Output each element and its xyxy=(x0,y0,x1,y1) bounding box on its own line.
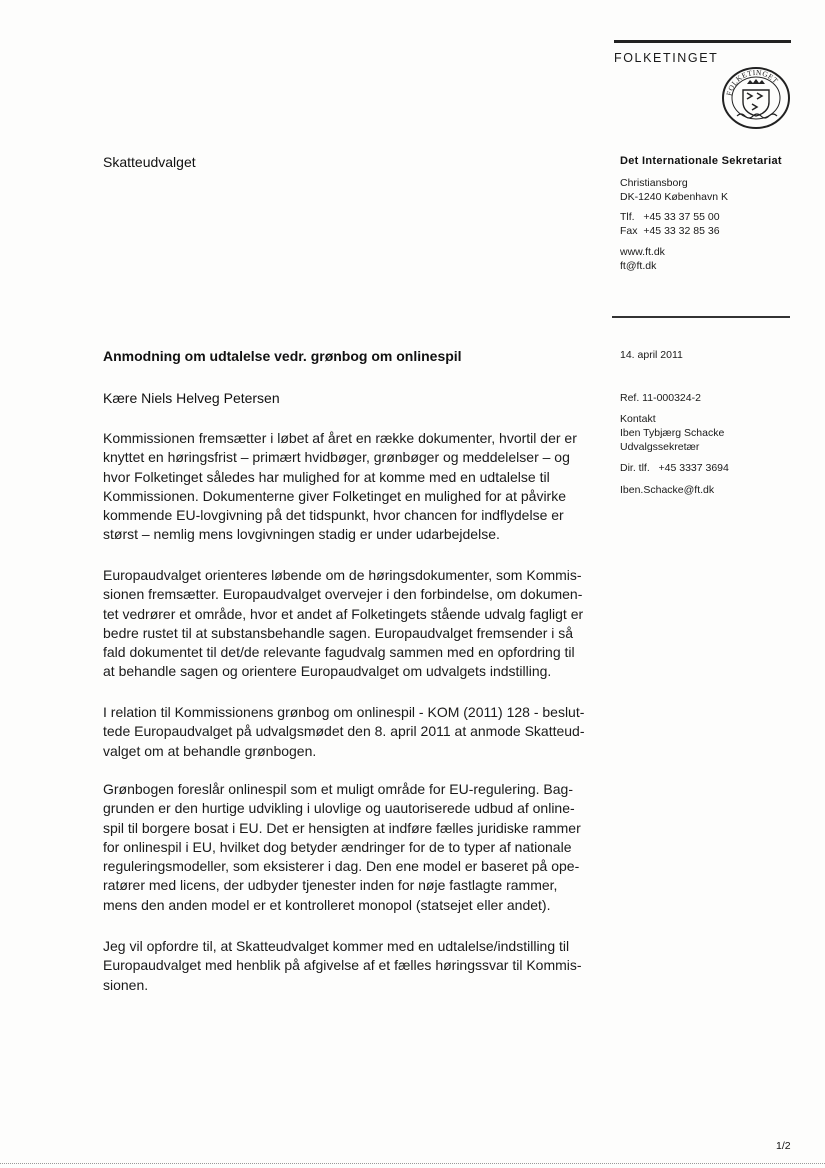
email-link[interactable]: ft@ft.dk xyxy=(620,260,657,272)
phone-block xyxy=(620,210,720,238)
text-line: Jeg vil opfordre til, at Skatteudvalget kommer med en udtalelse/indstilling til xyxy=(103,938,570,954)
svg-text:FOLKETINGET xyxy=(724,68,780,97)
text-line: I relation til Kommissionens grønbog om onlinespil - KOM (2011) 128 - beslut- xyxy=(103,704,585,720)
text-line: Grønbogen foreslår onlinespil som et muligt område for EU-regulering. Bag- xyxy=(103,781,573,797)
text-line: hvor Folketinget således har mulighed for at komme med en udtalelse til xyxy=(103,468,550,485)
text-line: valget om at behandle grønbogen. xyxy=(103,742,317,759)
text-line: mens den anden model er et kontrolleret monopol (statsejet eller andet). xyxy=(103,896,551,913)
text-line: ratører med licens, der udbyder tjenester inden for nøje fastlagte rammer, xyxy=(103,877,558,894)
text-line: sionen. xyxy=(103,976,149,993)
meta-rule xyxy=(612,316,790,318)
section-name: Det Internationale Sekretariat xyxy=(620,155,782,167)
fax-line: Fax +45 33 32 85 36 xyxy=(620,225,720,237)
letter-subject: Anmodning om udtalelse vedr. grønbog om onlinespil xyxy=(103,348,462,364)
body-paragraph-2 xyxy=(103,566,589,682)
text-line: tet vedrører et område, hvor et andet af Folketingets stående udvalg fagligt er xyxy=(103,605,584,622)
text-line: størst – nemlig mens lovgivningen stadig er under udarbejdelse. xyxy=(103,526,500,543)
text-line: kommende EU-lovgivning på det tidspunkt, hvor chancen for indflydelse er xyxy=(103,507,564,524)
contact-title: Udvalgssekretær xyxy=(620,441,700,453)
text-line: grunden er den hurtige udvikling i ulovlige og uautoriserede udbud af online- xyxy=(103,800,575,817)
body-paragraph-4 xyxy=(103,780,589,915)
text-line: fald dokumentet til det/de relevante fagudvalg sammen med en opfordring til xyxy=(103,644,575,661)
page-number: 1/2 xyxy=(776,1140,791,1152)
text-line: reguleringsmodeller, som eksisterer i dag. Den ene model er baseret på ope- xyxy=(103,858,580,875)
address-block xyxy=(620,176,728,204)
phone-line: Tlf. +45 33 37 55 00 xyxy=(620,211,720,223)
address-line: DK-1240 København K xyxy=(620,191,728,203)
text-line: Kommissionen. Dokumenterne giver Folketinget en mulighed for at påvirke xyxy=(103,487,567,504)
scan-edge-divider xyxy=(0,1163,825,1165)
text-line: Kommissionen fremsætter i løbet af året en række dokumenter, hvortil der er xyxy=(103,430,577,446)
contact-email[interactable]: Iben.Schacke@ft.dk xyxy=(620,484,715,496)
organization-name: FOLKETINGET xyxy=(614,51,719,65)
contact-name: Iben Tybjærg Schacke xyxy=(620,427,725,439)
contact-label: Kontakt xyxy=(620,413,656,425)
folketinget-seal-logo xyxy=(721,66,791,130)
letter-date: 14. april 2011 xyxy=(620,349,683,361)
body-paragraph-3 xyxy=(103,703,589,761)
text-line: at behandle sagen og orientere Europaudvalget om udvalgets indstilling. xyxy=(103,663,552,680)
text-line: spil til borgere bosat i EU. Det er hensigten at indføre fælles juridiske rammer xyxy=(103,819,581,836)
body-paragraph-1 xyxy=(103,429,589,545)
web-block xyxy=(620,245,665,273)
text-line: tede Europaudvalget på udvalgsmødet den 8. april 2011 at anmode Skatteud- xyxy=(103,723,585,740)
text-line: Europaudvalget med henblik på afgivelse af et fælles høringssvar til Kommis- xyxy=(103,957,582,974)
seal-lettering: FOLKETINGET xyxy=(724,67,781,97)
recipient: Skatteudvalget xyxy=(103,154,196,170)
address-line: Christiansborg xyxy=(620,177,688,189)
letterhead-rule xyxy=(614,40,791,43)
text-line: knyttet en høringsfrist – primært hvidbøger, grønbøger og meddelelser – og xyxy=(103,449,570,466)
contact-block xyxy=(620,412,724,454)
text-line: for onlinespil i EU, hvilket dog betyder ændringer for de to typer af nationale xyxy=(103,838,572,855)
body-paragraph-5 xyxy=(103,937,589,995)
website-link[interactable]: www.ft.dk xyxy=(620,246,665,258)
reference-number: Ref. 11-000324-2 xyxy=(620,392,701,404)
text-line: sionen fremsætter. Europaudvalget overvejer i den forbindelse, om dokumen- xyxy=(103,586,583,603)
text-line: Europaudvalget orienteres løbende om de høringsdokumenter, som Kommis- xyxy=(103,567,582,583)
salutation: Kære Niels Helveg Petersen xyxy=(103,390,280,406)
text-line: bedre rustet til at substansbehandle sagen. Europaudvalget fremsender i så xyxy=(103,624,574,641)
direct-phone: Dir. tlf. +45 3337 3694 xyxy=(620,462,729,474)
